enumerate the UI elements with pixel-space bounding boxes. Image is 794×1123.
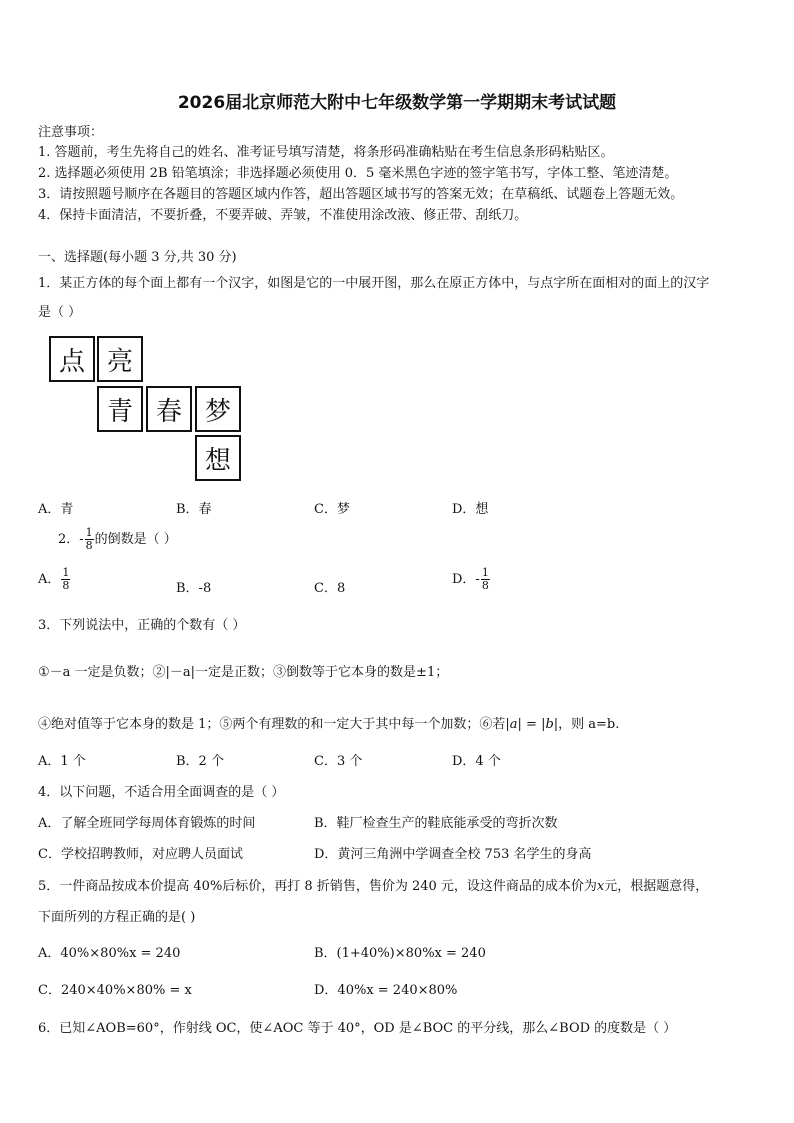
- q3-stem: 3．下列说法中，正确的个数有（ ）: [38, 618, 246, 633]
- q5-stem-cont: 下面所列的方程正确的是( ): [38, 910, 196, 925]
- fraction-denominator: 8: [85, 539, 93, 552]
- q4-option-b[interactable]: B．鞋厂检查生产的鞋底能承受的弯折次数: [314, 816, 558, 831]
- q1-option-c[interactable]: C．梦: [314, 502, 350, 517]
- q2-option-c[interactable]: C．8: [314, 581, 346, 596]
- section-heading: 一、选择题(每小题 3 分,共 30 分): [38, 250, 237, 265]
- q3-statements-2: [38, 713, 619, 732]
- q2-option-a[interactable]: [38, 567, 71, 592]
- q6-stem: 6．已知∠AOB=60°，作射线 OC，使∠AOC 等于 40°，OD 是∠BOC 的平分线，那么∠BOD 的度数是（ ）: [38, 1021, 677, 1036]
- fraction-denominator: 8: [62, 579, 70, 592]
- q1-option-d[interactable]: D．想: [452, 502, 489, 517]
- page-title: 2026届北京师范大附中七年级数学第一学期期末考试试题: [177, 93, 617, 113]
- statement-text: ④绝对值等于它本身的数是 1；⑤两个有理数的和一定大于其中每一个加数；⑥若: [38, 717, 506, 732]
- net-face: 点: [49, 336, 95, 382]
- stem-text: 元，根据题意得，: [604, 879, 709, 894]
- q2-stem: [58, 527, 177, 552]
- q1-option-b[interactable]: B．春: [176, 502, 212, 517]
- option-label: A．: [38, 572, 61, 587]
- q2-option-b[interactable]: B．-8: [176, 581, 212, 596]
- q4-option-c[interactable]: C．学校招聘教师，对应聘人员面试: [38, 847, 243, 862]
- q4-option-a[interactable]: A．了解全班同学每周体育锻炼的时间: [38, 816, 256, 831]
- fraction-denominator: 8: [481, 579, 489, 592]
- net-face: 青: [97, 386, 143, 432]
- q2-option-d[interactable]: [452, 567, 491, 592]
- net-face: 春: [146, 386, 192, 432]
- net-face: 梦: [195, 386, 241, 432]
- abs-equation: |a| = |b|: [505, 717, 559, 732]
- q1-stem-cont: 是（ ）: [38, 305, 82, 320]
- q5-option-a[interactable]: A．40%×80%x = 240: [38, 946, 181, 961]
- q5-stem: [38, 875, 708, 894]
- statement-text: ，则 a=b.: [558, 717, 620, 732]
- fraction-numerator: 1: [62, 566, 70, 579]
- option-fraction: [61, 567, 70, 592]
- q4-stem: 4．以下问题，不适合用全面调查的是（ ）: [38, 785, 285, 800]
- notice-item: 4．保持卡面清洁，不要折叠，不要弄破、弄皱，不准使用涂改液、修正带、刮纸刀。: [38, 208, 528, 223]
- q4-option-d[interactable]: D．黄河三角洲中学调查全校 753 名学生的身高: [314, 847, 592, 862]
- q3-statements-1: ①－a 一定是负数；②|－a|一定是正数；③倒数等于它本身的数是±1；: [38, 665, 449, 680]
- q3-option-b[interactable]: B．2 个: [176, 754, 224, 769]
- notice-item: 1. 答题前，考生先将自己的姓名、准考证号填写清楚，将条形码准确粘贴在考生信息条形码粘贴区。: [38, 145, 614, 160]
- fraction-numerator: 1: [481, 566, 489, 579]
- q5-option-d[interactable]: D．40%x = 240×80%: [314, 983, 458, 998]
- variable-x: x: [596, 879, 605, 894]
- q2-fraction: [85, 527, 94, 552]
- fraction-numerator: 1: [85, 526, 93, 539]
- net-face: 亮: [97, 336, 143, 382]
- option-fraction: [481, 567, 490, 592]
- q1-option-a[interactable]: A．青: [38, 502, 74, 517]
- q5-option-b[interactable]: B．(1+40%)×80%x = 240: [314, 946, 486, 961]
- q3-option-c[interactable]: C．3 个: [314, 754, 363, 769]
- option-label: D．-: [452, 572, 480, 587]
- notice-heading: 注意事项：: [38, 125, 104, 140]
- q5-option-c[interactable]: C．240×40%×80% = x: [38, 983, 192, 998]
- q3-option-d[interactable]: D．4 个: [452, 754, 501, 769]
- notice-item: 3．请按照题号顺序在各题目的答题区域内作答，超出答题区域书写的答案无效；在草稿纸、试题卷上答题无效。: [38, 187, 684, 202]
- q1-stem: 1．某正方体的每个面上都有一个汉字，如图是它的一中展开图，那么在原正方体中，与点字所在面相对的面上的汉字: [38, 276, 710, 291]
- stem-text: 5．一件商品按成本价提高 40%后标价，再打 8 折销售，售价为 240 元，设这件商品的成本价为: [38, 879, 597, 894]
- q2-prefix: 2．-: [58, 532, 84, 547]
- q3-option-a[interactable]: A．1 个: [38, 754, 86, 769]
- net-face: 想: [195, 435, 241, 481]
- q2-suffix: 的倒数是（ ）: [94, 532, 177, 547]
- notice-item: 2. 选择题必须使用 2B 铅笔填涂；非选择题必须使用 0．5 毫米黑色字迹的签字笔书写，字体工整、笔迹清楚。: [38, 166, 678, 181]
